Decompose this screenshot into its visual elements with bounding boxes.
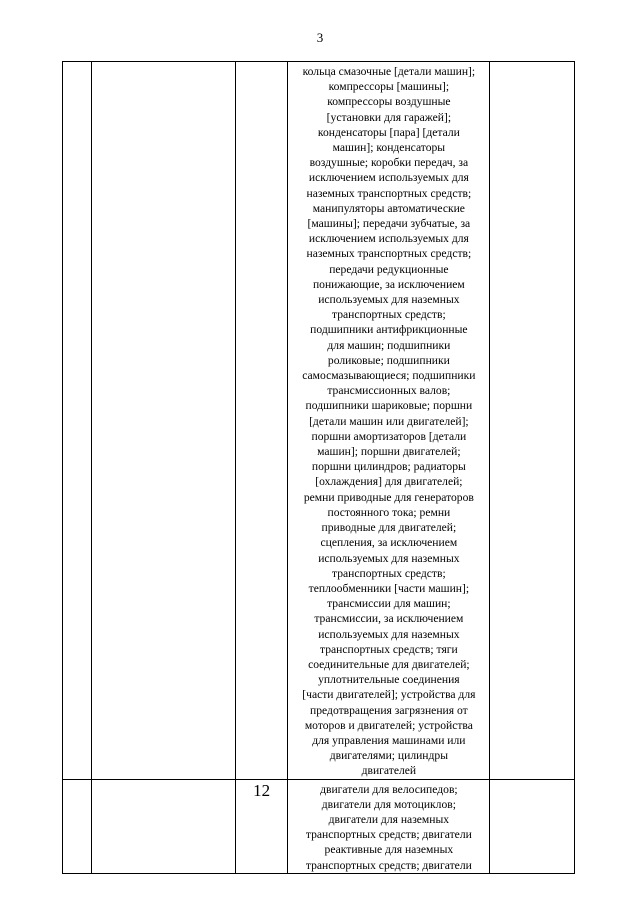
description-line: наземных транспортных средств; bbox=[306, 186, 472, 200]
description-line: воздушные; коробки передач, за bbox=[309, 156, 469, 170]
description-line: транспортных средств; двигатели bbox=[305, 858, 472, 872]
table-row bbox=[63, 779, 575, 873]
description-line: трансмиссии для машин; bbox=[327, 597, 451, 611]
description-line: [детали машин или двигателей]; bbox=[309, 414, 469, 428]
description-line: компрессоры воздушные bbox=[327, 95, 451, 109]
empty-cell bbox=[490, 779, 575, 873]
description-line: постоянного тока; ремни bbox=[327, 505, 451, 519]
description-line: транспортных средств; bbox=[332, 308, 446, 322]
description-line: [охлаждения] для двигателей; bbox=[315, 475, 463, 489]
description-line: [машины]; передачи зубчатые, за bbox=[307, 217, 471, 231]
description-line: передачи редукционные bbox=[329, 262, 449, 276]
description-line: транспортных средств; тяги bbox=[319, 642, 458, 656]
goods-description-cell bbox=[288, 779, 490, 873]
description-line: для машин; подшипники bbox=[327, 338, 451, 352]
description-line: исключением используемых для bbox=[308, 171, 469, 185]
class-number bbox=[236, 62, 287, 64]
description-line: моторов и двигателей; устройства bbox=[304, 718, 473, 732]
description-line: машин]; поршни двигателей; bbox=[317, 445, 461, 459]
description-line: транспортных средств; двигатели bbox=[305, 828, 472, 842]
description-line: кольца смазочные [детали машин]; bbox=[302, 65, 476, 78]
description-line: сцепления, за исключением bbox=[320, 536, 458, 550]
empty-cell bbox=[92, 62, 236, 780]
description-line: двигателей bbox=[361, 764, 417, 778]
description-line: понижающие, за исключением bbox=[312, 277, 465, 291]
description-line: теплообменники [части машин]; bbox=[308, 581, 470, 595]
goods-classification-table bbox=[62, 61, 575, 874]
table-row bbox=[63, 62, 575, 780]
description-line: соединительные для двигателей; bbox=[308, 657, 470, 671]
description-line: компрессоры [машины]; bbox=[328, 80, 450, 94]
description-line: исключением используемых для bbox=[308, 232, 469, 246]
description-line: используемых для наземных bbox=[318, 551, 460, 565]
description-line: ремни приводные для генераторов bbox=[303, 490, 474, 504]
description-line: двигатели для наземных bbox=[328, 812, 450, 826]
class-number-cell bbox=[235, 779, 287, 873]
empty-cell bbox=[92, 779, 236, 873]
description-line: трансмиссионных валов; bbox=[327, 384, 451, 398]
description-line: уплотнительные соединения bbox=[318, 673, 460, 687]
description-line: подшипники антифрикционные bbox=[310, 323, 468, 337]
description-line: двигателями; цилиндры bbox=[329, 749, 448, 763]
description-line: приводные для двигателей; bbox=[321, 521, 457, 535]
goods-description bbox=[288, 780, 489, 873]
description-line: [установки для гаражей]; bbox=[326, 110, 452, 124]
description-line: самосмазывающиеся; подшипники bbox=[302, 369, 476, 383]
description-line: трансмиссии, за исключением bbox=[314, 612, 464, 626]
description-line: манипуляторы автоматические bbox=[312, 201, 465, 215]
description-line: используемых для наземных bbox=[318, 627, 460, 641]
goods-description-cell bbox=[288, 62, 490, 780]
goods-description bbox=[288, 62, 489, 779]
class-number-cell bbox=[235, 62, 287, 780]
description-line: поршни цилиндров; радиаторы bbox=[311, 460, 466, 474]
description-line: поршни амортизаторов [детали bbox=[311, 429, 467, 443]
description-line: транспортных средств; bbox=[332, 566, 446, 580]
class-number: 12 bbox=[253, 780, 271, 800]
page-number: 3 bbox=[316, 30, 324, 45]
description-line: реактивные для наземных bbox=[324, 843, 454, 857]
empty-cell bbox=[63, 779, 92, 873]
empty-cell bbox=[63, 62, 92, 780]
description-line: используемых для наземных bbox=[318, 293, 460, 307]
description-line: роликовые; подшипники bbox=[327, 353, 450, 367]
description-line: наземных транспортных средств; bbox=[306, 247, 472, 261]
description-line: двигатели для велосипедов; bbox=[320, 782, 458, 796]
description-line: конденсаторы [пара] [детали bbox=[317, 125, 460, 139]
description-line: машин]; конденсаторы bbox=[332, 141, 446, 155]
description-line: подшипники шариковые; поршни bbox=[305, 399, 473, 413]
description-line: двигатели для мотоциклов; bbox=[321, 797, 456, 811]
description-line: [части двигателей]; устройства для bbox=[302, 688, 476, 702]
description-line: для управления машинами или bbox=[312, 733, 466, 747]
empty-cell bbox=[490, 62, 575, 780]
description-line: предотвращения загрязнения от bbox=[310, 703, 468, 717]
